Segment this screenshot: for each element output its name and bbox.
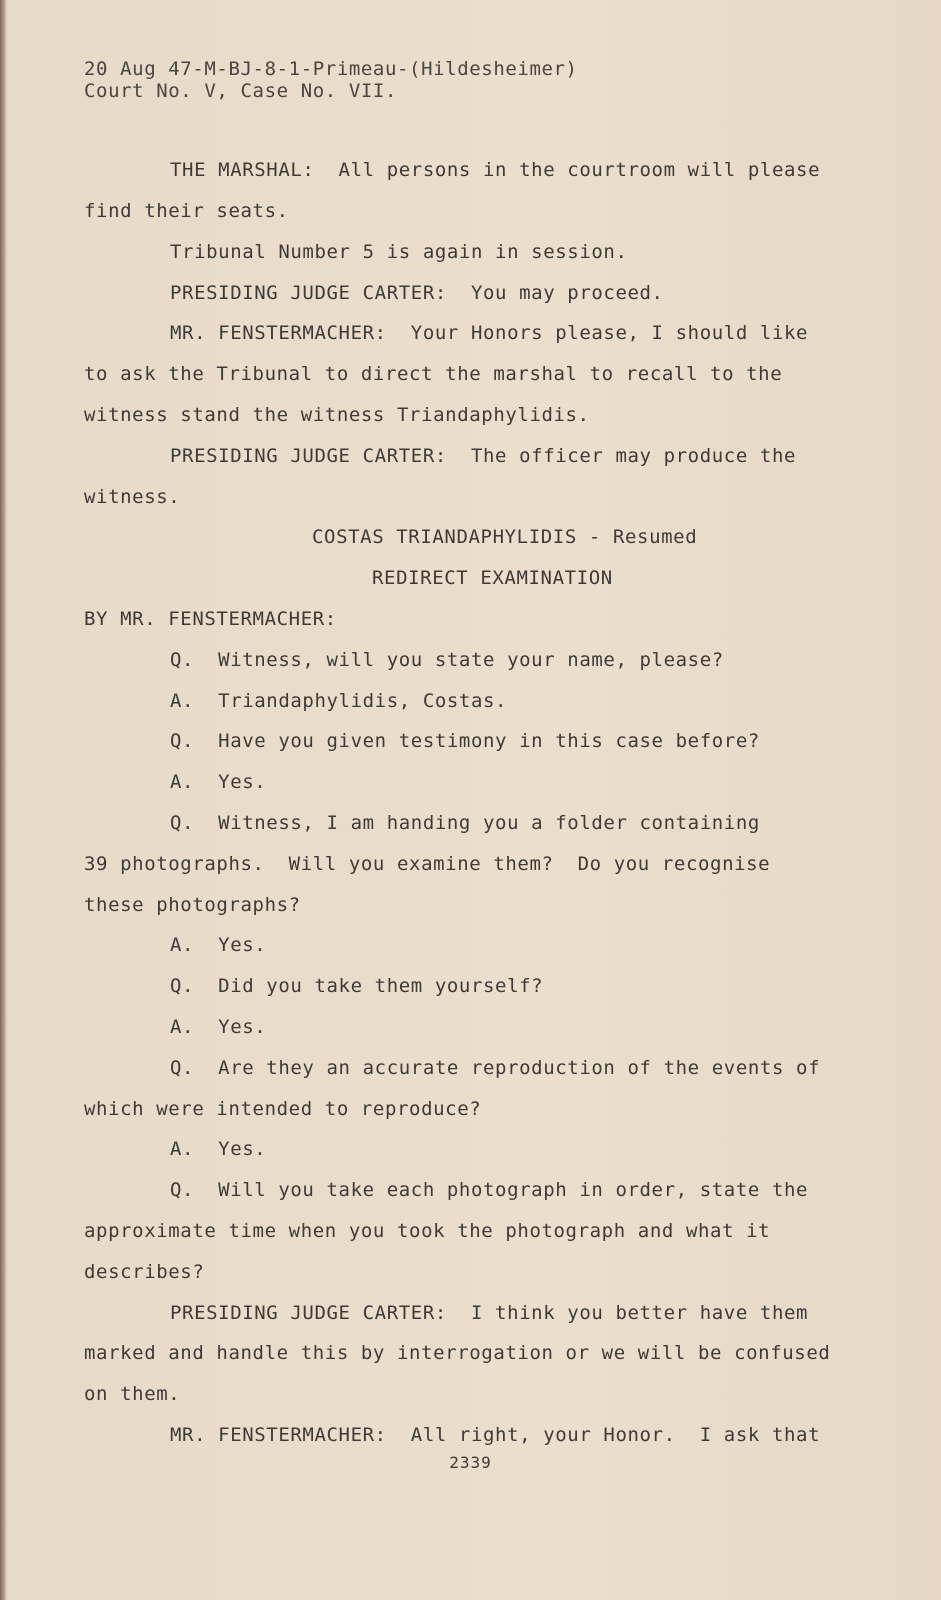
text-line-29: PRESIDING JUDGE CARTER: I think you better have them — [170, 1302, 809, 1324]
text-line-1: THE MARSHAL: All persons in the courtroom will please — [170, 159, 821, 181]
text-line-17: Q. Witness, I am handing you a folder containing — [170, 812, 760, 834]
text-line-26: Q. Will you take each photograph in order, state the — [170, 1179, 809, 1201]
text-line-21: Q. Did you take them yourself? — [170, 975, 544, 997]
text-line-22: A. Yes. — [170, 1016, 267, 1038]
text-line-9: witness. — [84, 486, 181, 508]
text-line-25: A. Yes. — [170, 1138, 267, 1160]
text-line-28: describes? — [84, 1261, 205, 1283]
text-line-8: PRESIDING JUDGE CARTER: The officer may produce the — [170, 445, 797, 467]
examination-heading: REDIRECT EXAMINATION — [372, 567, 613, 589]
text-line-3: Tribunal Number 5 is again in session. — [170, 241, 628, 263]
text-line-19: these photographs? — [84, 894, 301, 916]
page-number: 2339 — [449, 1453, 492, 1472]
text-line-23: Q. Are they an accurate reproduction of the events of — [170, 1057, 821, 1079]
text-line-20: A. Yes. — [170, 934, 267, 956]
text-line-15: Q. Have you given testimony in this case before? — [170, 730, 760, 752]
header-line-2: Court No. V, Case No. VII. — [84, 80, 398, 102]
text-line-18: 39 photographs. Will you examine them? Do you recognise — [84, 853, 771, 875]
text-line-5: MR. FENSTERMACHER: Your Honors please, I should like — [170, 322, 809, 344]
header-line-1: 20 Aug 47-M-BJ-8-1-Primeau-(Hildesheimer) — [84, 58, 578, 80]
witness-heading: COSTAS TRIANDAPHYLIDIS - Resumed — [312, 526, 698, 548]
text-line-6: to ask the Tribunal to direct the marshal to recall to the — [84, 363, 783, 385]
text-line-30: marked and handle this by interrogation or we will be confused — [84, 1342, 831, 1364]
text-line-32: MR. FENSTERMACHER: All right, your Honor. I ask that — [170, 1424, 821, 1446]
text-line-4: PRESIDING JUDGE CARTER: You may proceed. — [170, 282, 664, 304]
text-line-31: on them. — [84, 1383, 181, 1405]
text-line-16: A. Yes. — [170, 771, 267, 793]
text-line-12: BY MR. FENSTERMACHER: — [84, 608, 337, 630]
text-line-2: find their seats. — [84, 200, 289, 222]
text-line-24: which were intended to reproduce? — [84, 1098, 482, 1120]
text-line-13: Q. Witness, will you state your name, please? — [170, 649, 724, 671]
text-line-14: A. Triandaphylidis, Costas. — [170, 690, 508, 712]
text-line-27: approximate time when you took the photograph and what it — [84, 1220, 771, 1242]
page-edge — [0, 0, 6, 1600]
text-line-7: witness stand the witness Triandaphylidis. — [84, 404, 590, 426]
